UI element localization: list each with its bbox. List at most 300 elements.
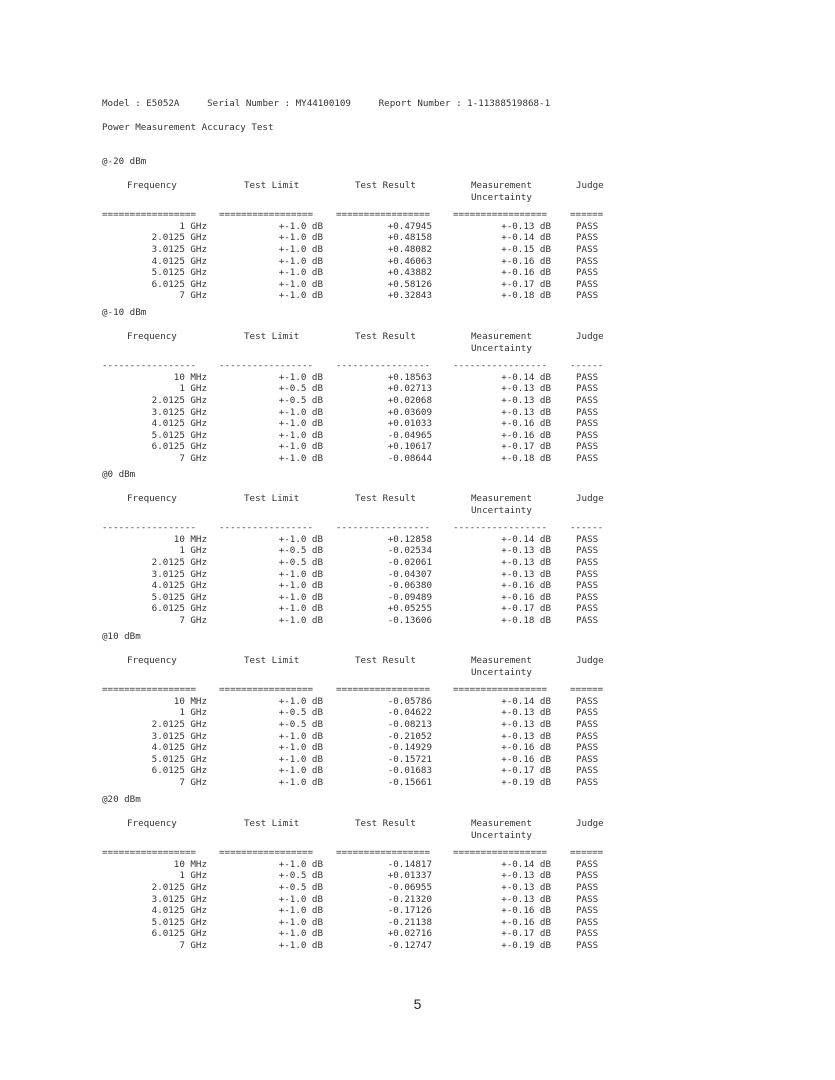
table-row — [102, 905, 622, 917]
uncertainty-cell: +-0.16 dB — [501, 591, 551, 603]
power-level-section — [102, 631, 622, 788]
separator-line: ----------------- — [219, 360, 314, 372]
uncertainty-cell: +-0.16 dB — [501, 267, 551, 279]
test_limit-cell: +-1.0 dB — [278, 429, 323, 441]
frequency-cell: 6.0125 GHz — [151, 441, 207, 453]
test_limit-cell: +-1.0 dB — [278, 603, 323, 615]
test_limit-cell: +-1.0 dB — [278, 232, 323, 244]
uncertainty-cell: +-0.14 dB — [501, 371, 551, 383]
table-row — [102, 279, 622, 291]
frequency-cell: 10 MHz — [173, 533, 207, 545]
test_limit-cell: +-1.0 dB — [278, 278, 323, 290]
test_limit-cell: +-0.5 dB — [278, 882, 323, 893]
judge-cell: PASS — [576, 905, 599, 917]
frequency-cell: 5.0125 GHz — [151, 916, 207, 928]
uncertainty-cell: +-0.16 dB — [501, 742, 551, 754]
test_limit-cell: +-1.0 dB — [278, 418, 323, 430]
judge-cell: PASS — [576, 267, 599, 279]
uncertainty-cell: +-0.16 dB — [501, 580, 551, 592]
frequency-cell: 2.0125 GHz — [151, 719, 207, 730]
power-level-section — [102, 469, 622, 626]
separator-line: ----------------- — [336, 360, 431, 372]
frequency-cell: 4.0125 GHz — [151, 418, 207, 430]
uncertainty-cell: +-0.17 dB — [501, 765, 551, 777]
table-row — [102, 917, 622, 929]
judge-header: Judge — [576, 331, 604, 342]
measurement-header: Measurement — [471, 331, 532, 342]
separator-line: ================= — [102, 209, 197, 221]
uncertainty-cell: +-0.17 dB — [501, 603, 551, 615]
test_result-cell: -0.08644 — [387, 453, 432, 464]
uncertainty-cell: +-0.15 dB — [501, 244, 551, 255]
table-row — [102, 569, 622, 581]
test-result-header: Test Result — [355, 493, 416, 504]
table-row — [102, 603, 622, 615]
uncertainty-cell: +-0.16 dB — [501, 905, 551, 917]
judge-cell: PASS — [576, 858, 599, 870]
frequency-cell: 7 GHz — [179, 290, 207, 302]
test_result-cell: +0.05255 — [387, 603, 432, 615]
uncertainty-cell: +-0.16 dB — [501, 753, 551, 765]
table-row — [102, 940, 622, 952]
uncertainty-cell: +-0.18 dB — [501, 615, 551, 626]
frequency-cell: 1 GHz — [179, 220, 207, 232]
frequency-cell: 5.0125 GHz — [151, 429, 207, 441]
judge-cell: PASS — [576, 940, 599, 951]
uncertainty-cell: +-0.17 dB — [501, 278, 551, 290]
power-level-label: @-10 dBm — [102, 307, 147, 318]
separator-line: ====== — [570, 847, 604, 859]
test_result-cell: -0.13606 — [387, 615, 432, 626]
table-row — [102, 719, 622, 731]
frequency-cell: 1 GHz — [179, 545, 207, 557]
judge-cell: PASS — [576, 244, 599, 255]
test_limit-cell: +-0.5 dB — [278, 557, 323, 568]
table-row — [102, 372, 622, 384]
test_limit-cell: +-1.0 dB — [278, 580, 323, 592]
frequency-cell: 6.0125 GHz — [151, 928, 207, 940]
frequency-cell: 1 GHz — [179, 383, 207, 395]
test-limit-header: Test Limit — [244, 818, 300, 829]
report-number-label: Report Number : 1-11388519868-1 — [378, 98, 551, 109]
test_result-cell: -0.01683 — [387, 765, 432, 777]
table-row — [102, 534, 622, 546]
judge-cell: PASS — [576, 707, 599, 719]
uncertainty-cell: +-0.13 dB — [501, 383, 551, 395]
separator-line: ================= — [219, 847, 314, 859]
frequency-cell: 4.0125 GHz — [151, 580, 207, 592]
judge-cell: PASS — [576, 753, 599, 765]
table-row — [102, 232, 622, 244]
test_limit-cell: +-1.0 dB — [278, 905, 323, 917]
test_limit-cell: +-1.0 dB — [278, 255, 323, 267]
test_limit-cell: +-0.5 dB — [278, 545, 323, 557]
power-level-label: @10 dBm — [102, 631, 141, 642]
test_limit-cell: +-1.0 dB — [278, 893, 323, 905]
test_result-cell: -0.02534 — [387, 545, 432, 557]
uncertainty-cell: +-0.19 dB — [501, 777, 551, 788]
uncertainty-cell: +-0.13 dB — [501, 557, 551, 568]
test_limit-cell: +-0.5 dB — [278, 383, 323, 395]
frequency-cell: 2.0125 GHz — [151, 882, 207, 893]
uncertainty-cell: +-0.16 dB — [501, 916, 551, 928]
judge-cell: PASS — [576, 730, 599, 742]
test_result-cell: +0.12858 — [387, 533, 432, 545]
test_result-cell: -0.14817 — [387, 858, 432, 870]
judge-cell: PASS — [576, 719, 599, 730]
judge-cell: PASS — [576, 777, 599, 788]
frequency-cell: 3.0125 GHz — [151, 568, 207, 580]
judge-header: Judge — [576, 493, 604, 504]
uncertainty-cell: +-0.13 dB — [501, 882, 551, 893]
test_result-cell: +0.18563 — [387, 371, 432, 383]
test_result-cell: +0.02716 — [387, 928, 432, 940]
uncertainty-cell: +-0.16 dB — [501, 418, 551, 430]
table-row — [102, 430, 622, 442]
test_result-cell: -0.15721 — [387, 753, 432, 765]
test_limit-cell: +-0.5 dB — [278, 395, 323, 406]
separator-line: ====== — [570, 684, 604, 696]
table-row — [102, 418, 622, 430]
test_result-cell: -0.05786 — [387, 695, 432, 707]
separator-line: ================= — [453, 209, 548, 221]
frequency-header: Frequency — [127, 331, 177, 342]
table-row — [102, 545, 622, 557]
uncertainty-cell: +-0.13 dB — [501, 395, 551, 406]
test-limit-header: Test Limit — [244, 493, 300, 504]
judge-header: Judge — [576, 180, 604, 191]
judge-cell: PASS — [576, 568, 599, 580]
judge-cell: PASS — [576, 928, 599, 940]
test_limit-cell: +-1.0 dB — [278, 290, 323, 302]
uncertainty-cell: +-0.13 dB — [501, 707, 551, 719]
power-level-label: @-20 dBm — [102, 156, 147, 167]
test_limit-cell: +-1.0 dB — [278, 406, 323, 418]
frequency-header: Frequency — [127, 655, 177, 666]
frequency-cell: 6.0125 GHz — [151, 765, 207, 777]
test_limit-cell: +-1.0 dB — [278, 695, 323, 707]
frequency-cell: 6.0125 GHz — [151, 603, 207, 615]
table-row — [102, 267, 622, 279]
frequency-cell: 4.0125 GHz — [151, 905, 207, 917]
test_result-cell: +0.48158 — [387, 232, 432, 244]
page-number: 5 — [413, 996, 422, 1012]
judge-cell: PASS — [576, 406, 599, 418]
judge-cell: PASS — [576, 371, 599, 383]
judge-header: Judge — [576, 818, 604, 829]
judge-cell: PASS — [576, 429, 599, 441]
frequency-cell: 6.0125 GHz — [151, 278, 207, 290]
test_result-cell: +0.01337 — [387, 870, 432, 882]
separator-line: ================= — [453, 847, 548, 859]
test_result-cell: -0.02061 — [387, 557, 432, 568]
test_result-cell: +0.03609 — [387, 406, 432, 418]
test-limit-header: Test Limit — [244, 180, 300, 191]
frequency-header: Frequency — [127, 493, 177, 504]
separator-line: ================= — [102, 847, 197, 859]
test-title: Power Measurement Accuracy Test — [102, 122, 274, 133]
uncertainty-cell: +-0.17 dB — [501, 441, 551, 453]
separator-line: ================= — [102, 684, 197, 696]
judge-cell: PASS — [576, 395, 599, 406]
test_result-cell: +0.46063 — [387, 255, 432, 267]
separator-line: ------ — [570, 360, 604, 372]
frequency-cell: 5.0125 GHz — [151, 591, 207, 603]
test_result-cell: -0.21052 — [387, 730, 432, 742]
test-result-header: Test Result — [355, 655, 416, 666]
uncertainty-header: Uncertainty — [471, 191, 532, 203]
uncertainty-cell: +-0.13 dB — [501, 730, 551, 742]
test_limit-cell: +-1.0 dB — [278, 916, 323, 928]
test_limit-cell: +-1.0 dB — [278, 765, 323, 777]
frequency-cell: 7 GHz — [179, 615, 207, 626]
test_result-cell: +0.58126 — [387, 278, 432, 290]
frequency-cell: 1 GHz — [179, 870, 207, 882]
test_result-cell: -0.08213 — [387, 719, 432, 730]
separator-line: ================= — [219, 684, 314, 696]
table-row — [102, 707, 622, 719]
test_limit-cell: +-1.0 dB — [278, 858, 323, 870]
table-row — [102, 557, 622, 569]
table-row — [102, 742, 622, 754]
table-row — [102, 580, 622, 592]
test_result-cell: -0.04965 — [387, 429, 432, 441]
separator-line: ================= — [336, 684, 431, 696]
test-result-header: Test Result — [355, 180, 416, 191]
test_limit-cell: +-0.5 dB — [278, 870, 323, 882]
test-limit-header: Test Limit — [244, 331, 300, 342]
separator-line: ----------------- — [453, 360, 548, 372]
power-level-section — [102, 156, 622, 302]
power-level-section — [102, 307, 622, 464]
frequency-cell: 2.0125 GHz — [151, 232, 207, 244]
table-row — [102, 882, 622, 894]
uncertainty-header: Uncertainty — [471, 829, 532, 841]
frequency-cell: 3.0125 GHz — [151, 730, 207, 742]
table-row — [102, 870, 622, 882]
test_limit-cell: +-1.0 dB — [278, 940, 323, 951]
power-level-section — [102, 794, 622, 951]
test_limit-cell: +-1.0 dB — [278, 533, 323, 545]
test_limit-cell: +-1.0 dB — [278, 928, 323, 940]
uncertainty-cell: +-0.13 dB — [501, 893, 551, 905]
judge-cell: PASS — [576, 278, 599, 290]
table-row — [102, 894, 622, 906]
judge-cell: PASS — [576, 893, 599, 905]
test_result-cell: -0.21138 — [387, 916, 432, 928]
judge-cell: PASS — [576, 765, 599, 777]
frequency-cell: 10 MHz — [173, 371, 207, 383]
test-result-header: Test Result — [355, 818, 416, 829]
judge-cell: PASS — [576, 695, 599, 707]
judge-cell: PASS — [576, 742, 599, 754]
separator-line: ====== — [570, 209, 604, 221]
frequency-cell: 7 GHz — [179, 777, 207, 788]
uncertainty-cell: +-0.13 dB — [501, 568, 551, 580]
test_result-cell: -0.17126 — [387, 905, 432, 917]
table-row — [102, 453, 622, 465]
judge-cell: PASS — [576, 916, 599, 928]
judge-cell: PASS — [576, 418, 599, 430]
test_result-cell: +0.32843 — [387, 290, 432, 302]
judge-cell: PASS — [576, 591, 599, 603]
test_result-cell: +0.47945 — [387, 220, 432, 232]
uncertainty-cell: +-0.16 dB — [501, 429, 551, 441]
frequency-cell: 10 MHz — [173, 858, 207, 870]
frequency-cell: 1 GHz — [179, 707, 207, 719]
uncertainty-cell: +-0.18 dB — [501, 453, 551, 464]
separator-line: ================= — [219, 209, 314, 221]
separator-line: ================= — [453, 684, 548, 696]
uncertainty-cell: +-0.18 dB — [501, 290, 551, 302]
frequency-cell: 4.0125 GHz — [151, 742, 207, 754]
table-row — [102, 765, 622, 777]
table-row — [102, 395, 622, 407]
test_result-cell: +0.02713 — [387, 383, 432, 395]
frequency-header: Frequency — [127, 180, 177, 191]
test-limit-header: Test Limit — [244, 655, 300, 666]
judge-cell: PASS — [576, 557, 599, 568]
judge-header: Judge — [576, 655, 604, 666]
uncertainty-header: Uncertainty — [471, 666, 532, 678]
test_limit-cell: +-1.0 dB — [278, 730, 323, 742]
frequency-cell: 5.0125 GHz — [151, 267, 207, 279]
test_result-cell: -0.14929 — [387, 742, 432, 754]
test_result-cell: +0.02068 — [387, 395, 432, 406]
separator-line: ----------------- — [219, 522, 314, 534]
test_result-cell: -0.06955 — [387, 882, 432, 893]
uncertainty-cell: +-0.13 dB — [501, 406, 551, 418]
table-row — [102, 777, 622, 789]
uncertainty-header: Uncertainty — [471, 504, 532, 516]
test_result-cell: -0.12747 — [387, 940, 432, 951]
table-row — [102, 407, 622, 419]
test_limit-cell: +-0.5 dB — [278, 707, 323, 719]
uncertainty-cell: +-0.13 dB — [501, 870, 551, 882]
separator-line: ================= — [336, 847, 431, 859]
test_result-cell: -0.15661 — [387, 777, 432, 788]
table-row — [102, 615, 622, 627]
uncertainty-cell: +-0.16 dB — [501, 255, 551, 267]
frequency-header: Frequency — [127, 818, 177, 829]
frequency-cell: 5.0125 GHz — [151, 753, 207, 765]
judge-cell: PASS — [576, 603, 599, 615]
test_result-cell: -0.09489 — [387, 591, 432, 603]
judge-cell: PASS — [576, 545, 599, 557]
test_limit-cell: +-1.0 dB — [278, 568, 323, 580]
test_limit-cell: +-1.0 dB — [278, 244, 323, 255]
test_result-cell: +0.48082 — [387, 244, 432, 255]
test_result-cell: -0.04622 — [387, 707, 432, 719]
uncertainty-cell: +-0.14 dB — [501, 232, 551, 244]
serial-number-label: Serial Number : MY44100109 — [207, 98, 351, 109]
test_result-cell: -0.21320 — [387, 893, 432, 905]
uncertainty-cell: +-0.17 dB — [501, 928, 551, 940]
table-row — [102, 928, 622, 940]
separator-line: ================= — [336, 209, 431, 221]
model-label: Model : E5052A — [102, 98, 180, 109]
uncertainty-header: Uncertainty — [471, 342, 532, 354]
test_limit-cell: +-1.0 dB — [278, 753, 323, 765]
judge-cell: PASS — [576, 533, 599, 545]
measurement-header: Measurement — [471, 180, 532, 191]
judge-cell: PASS — [576, 290, 599, 302]
test_limit-cell: +-1.0 dB — [278, 591, 323, 603]
judge-cell: PASS — [576, 441, 599, 453]
power-level-label: @0 dBm — [102, 469, 136, 480]
test_limit-cell: +-1.0 dB — [278, 777, 323, 788]
frequency-cell: 3.0125 GHz — [151, 406, 207, 418]
separator-line: ----------------- — [102, 360, 197, 372]
measurement-header: Measurement — [471, 818, 532, 829]
test_result-cell: +0.01033 — [387, 418, 432, 430]
frequency-cell: 3.0125 GHz — [151, 893, 207, 905]
test-result-header: Test Result — [355, 331, 416, 342]
test_limit-cell: +-1.0 dB — [278, 742, 323, 754]
table-row — [102, 754, 622, 766]
test_limit-cell: +-1.0 dB — [278, 267, 323, 279]
frequency-cell: 10 MHz — [173, 695, 207, 707]
table-row — [102, 731, 622, 743]
frequency-cell: 7 GHz — [179, 940, 207, 951]
separator-line: ----------------- — [102, 522, 197, 534]
uncertainty-cell: +-0.19 dB — [501, 940, 551, 951]
judge-cell: PASS — [576, 453, 599, 464]
frequency-cell: 2.0125 GHz — [151, 557, 207, 568]
judge-cell: PASS — [576, 255, 599, 267]
test_result-cell: +0.43882 — [387, 267, 432, 279]
test_limit-cell: +-1.0 dB — [278, 615, 323, 626]
report-header — [102, 98, 550, 110]
test_result-cell: +0.10617 — [387, 441, 432, 453]
test_limit-cell: +-1.0 dB — [278, 220, 323, 232]
table-row — [102, 441, 622, 453]
separator-line: ----------------- — [336, 522, 431, 534]
uncertainty-cell: +-0.13 dB — [501, 719, 551, 730]
judge-cell: PASS — [576, 232, 599, 244]
table-row — [102, 859, 622, 871]
test_limit-cell: +-0.5 dB — [278, 719, 323, 730]
uncertainty-cell: +-0.14 dB — [501, 695, 551, 707]
table-row — [102, 290, 622, 302]
separator-line: ----------------- — [453, 522, 548, 534]
uncertainty-cell: +-0.14 dB — [501, 858, 551, 870]
table-row — [102, 221, 622, 233]
measurement-header: Measurement — [471, 655, 532, 666]
judge-cell: PASS — [576, 615, 599, 626]
judge-cell: PASS — [576, 580, 599, 592]
uncertainty-cell: +-0.13 dB — [501, 545, 551, 557]
table-row — [102, 244, 622, 256]
test_result-cell: -0.04307 — [387, 568, 432, 580]
uncertainty-cell: +-0.14 dB — [501, 533, 551, 545]
frequency-cell: 3.0125 GHz — [151, 244, 207, 255]
test_limit-cell: +-1.0 dB — [278, 453, 323, 464]
frequency-cell: 2.0125 GHz — [151, 395, 207, 406]
separator-line: ------ — [570, 522, 604, 534]
test_limit-cell: +-1.0 dB — [278, 441, 323, 453]
test_limit-cell: +-1.0 dB — [278, 371, 323, 383]
uncertainty-cell: +-0.13 dB — [501, 220, 551, 232]
table-row — [102, 696, 622, 708]
table-row — [102, 592, 622, 604]
judge-cell: PASS — [576, 383, 599, 395]
frequency-cell: 4.0125 GHz — [151, 255, 207, 267]
table-row — [102, 256, 622, 268]
table-row — [102, 383, 622, 395]
judge-cell: PASS — [576, 882, 599, 893]
judge-cell: PASS — [576, 220, 599, 232]
